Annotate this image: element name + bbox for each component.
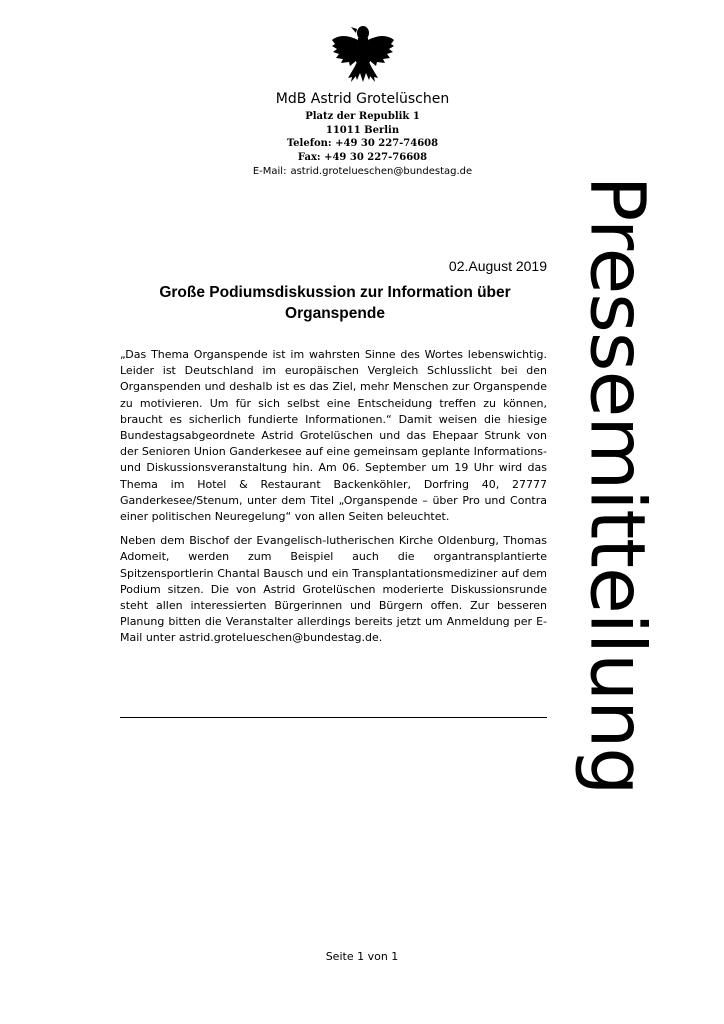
email-line xyxy=(180,165,545,178)
side-title: Pressemitteilung xyxy=(573,175,663,795)
email-address: astrid.grotelueschen@bundestag.de xyxy=(290,166,473,177)
federal-eagle-icon xyxy=(330,22,396,84)
paragraph-2: Neben dem Bischof der Evangelisch-lutherischen Kirche Oldenburg, Thomas Adomeit, werden zum Beispiel auch die organtransplantierte Spitzensportlerin Chantal Bausch und ein Transplantationsmediziner auf dem Podium sitzen. Die von Astrid Grotelüschen moderierte Diskussionsrunde steht allen interessierten Bürgerinnen und Bürgern offen. Zur besseren Planung bitten die Veranstalter allerdings bereits jetzt um Anmeldung per E-Mail unter astrid.grotelueschen@bundestag.de. xyxy=(120,534,547,645)
headline: Große Podiumsdiskussion zur Information über Organspende xyxy=(159,284,511,322)
page-number-footer: Seite 1 von 1 xyxy=(325,950,399,963)
fax-number: Fax: +49 30 227-76608 xyxy=(297,151,428,163)
paragraph-1: „Das Thema Organspende ist im wahrsten Sinne des Wortes lebenswichtig. Leider ist Deutschland im europäischen Vergleich Schlusslicht bei den Organspenden und deshalb ist es das Ziel, mehr Menschen zur Organspende zu motivieren. Um für sich selbst eine Entscheidung treffen zu können, braucht es sicherlich fundierte Informationen.“ Damit weisen die hiesige Bundestagsabgeordnete Astrid Grotelüschen und das Ehepaar Strunk von der Senioren Union Ganderkesee auf eine gemeinsam geplante Informations- und Diskussionsveranstaltung hin. Am 06. September um 19 Uhr wird das Thema im Hotel & Restaurant Backenköhler, Dorfring 40, 27777 Ganderkesee/Stenum, unter dem Titel „Organspende – über Pro und Contra einer politischen Neuregelung“ von allen Seiten beleuchtet. xyxy=(120,348,547,524)
letterhead xyxy=(180,90,545,178)
phone-number: Telefon: +49 30 227-74608 xyxy=(286,138,439,149)
email-label: E-Mail: xyxy=(252,166,287,177)
side-title-container xyxy=(572,120,664,850)
address-street: Platz der Republik 1 xyxy=(305,111,420,122)
body-text xyxy=(120,347,547,655)
divider-rule xyxy=(120,717,547,718)
address-city: 11011 Berlin xyxy=(325,124,400,136)
mp-name: MdB Astrid Grotelüschen xyxy=(275,91,450,107)
release-date: 02.August 2019 xyxy=(448,258,547,274)
